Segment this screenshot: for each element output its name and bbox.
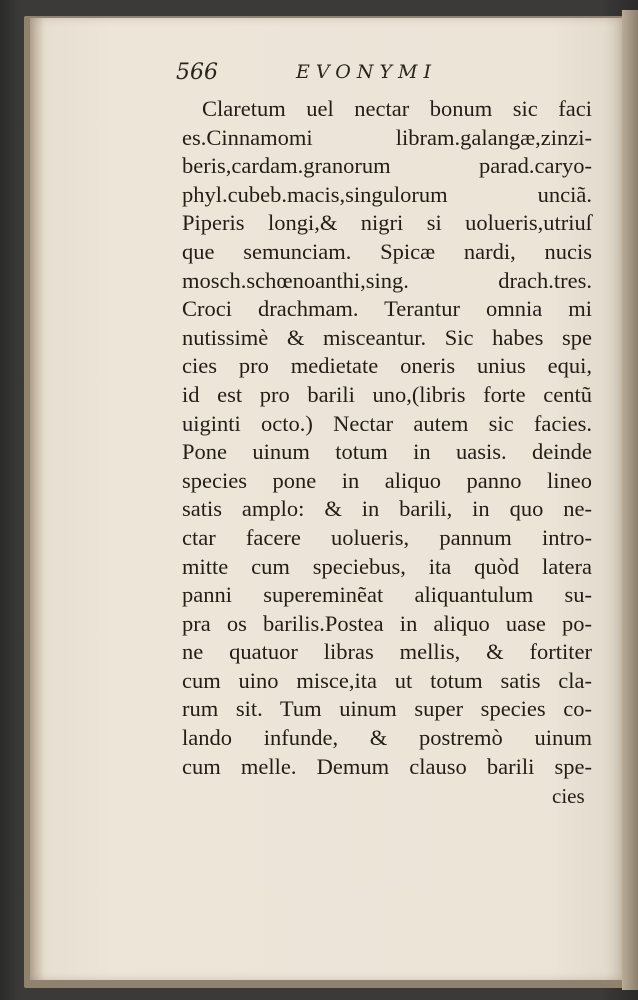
spine-shadow: [30, 18, 44, 980]
text-line: lando infunde, & postremò uinum: [182, 725, 592, 751]
text-line: Pone uinum totum in uasis. deinde: [182, 439, 592, 465]
page-header: [150, 58, 550, 92]
text-line: ctar facere uolueris, pannum intro-: [182, 524, 592, 550]
text-line: mosch.schœnoanthi,sing. drach.tres.: [182, 267, 592, 293]
text-line: mitte cum speciebus, ita quòd latera: [182, 553, 592, 579]
text-line: es.Cinnamomi libram.galangæ,zinzi-: [182, 124, 592, 150]
text-line: id est pro barili uno,(libris forte centũ: [182, 381, 592, 407]
text-line: que semunciam. Spicæ nardi, nucis: [182, 238, 592, 264]
body-text: [182, 95, 592, 781]
facing-page-edge: [622, 10, 638, 990]
running-title: EVONYMI: [296, 61, 437, 83]
text-line: cum uino misce,ita ut totum satis cla-: [182, 667, 592, 693]
text-line: beris,cardam.granorum parad.caryo-: [182, 153, 592, 179]
text-line: pra os barilis.Postea in aliquo uase po-: [182, 610, 592, 636]
text-line: Croci drachmam. Terantur omnia mi: [182, 296, 592, 322]
text-line: Piperis longi,& nigri si uolueris,utriuſ: [182, 210, 592, 236]
text-line: ne quatuor libras mellis, & fortiter: [182, 639, 592, 665]
text-line: satis amplo: & in barili, in quo ne-: [182, 496, 592, 522]
text-line: phyl.cubeb.macis,singulorum unciã.: [182, 181, 592, 207]
text-line: species pone in aliquo panno lineo: [182, 467, 592, 493]
text-line: panni supereminẽat aliquantulum su-: [182, 582, 592, 608]
text-line: Claretum uel nectar bonum sic faci: [202, 96, 592, 121]
catchword: cies: [552, 784, 585, 808]
text-line: cum melle. Demum clauso barili spe-: [182, 753, 592, 779]
text-line: cies pro medietate oneris unius equi,: [182, 353, 592, 379]
text-line: uiginti octo.) Nectar autem sic facies.: [182, 410, 592, 436]
text-line: rum sit. Tum uinum super species co-: [182, 696, 592, 722]
text-line: nutissimè & misceantur. Sic habes spe: [182, 324, 592, 350]
page-number: 566: [176, 60, 218, 85]
